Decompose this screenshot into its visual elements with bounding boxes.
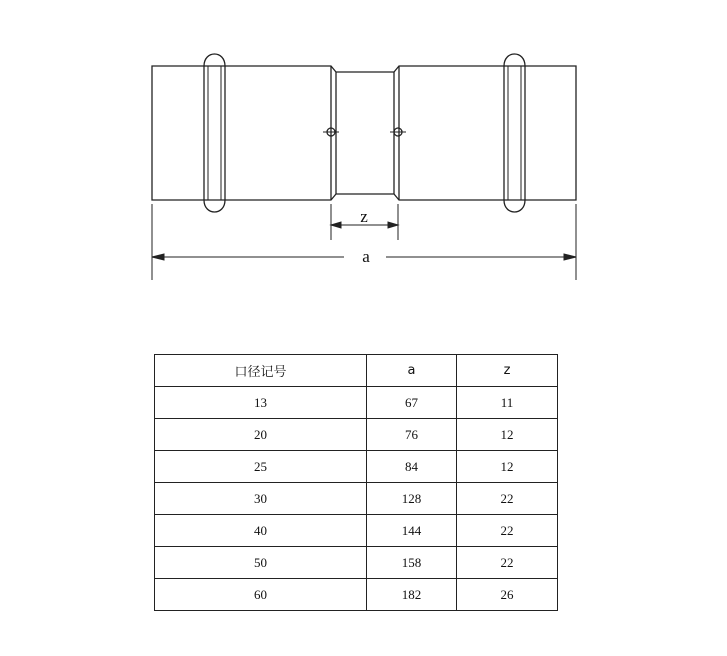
- cell-size: 40: [155, 515, 367, 547]
- table-row: [155, 419, 558, 451]
- table-row: [155, 451, 558, 483]
- cell-a: 84: [367, 451, 457, 483]
- table-row: [155, 579, 558, 611]
- table-row: [155, 515, 558, 547]
- cell-size: 50: [155, 547, 367, 579]
- right-ring: [504, 54, 525, 212]
- cell-size: 13: [155, 387, 367, 419]
- dimension-table: [154, 354, 558, 611]
- cell-size: 60: [155, 579, 367, 611]
- cell-a: 128: [367, 483, 457, 515]
- header-size-code: 口径记号: [155, 355, 367, 387]
- cell-a: 144: [367, 515, 457, 547]
- cell-a: 76: [367, 419, 457, 451]
- cell-z: 26: [457, 579, 558, 611]
- table-row: [155, 547, 558, 579]
- left-ring: [204, 54, 225, 212]
- cell-a: 67: [367, 387, 457, 419]
- dimension-a-label: a: [362, 247, 370, 266]
- cell-z: 12: [457, 419, 558, 451]
- cell-z: 22: [457, 515, 558, 547]
- table-row: [155, 483, 558, 515]
- dimension-z-label: z: [360, 207, 368, 226]
- cell-a: 182: [367, 579, 457, 611]
- header-z: z: [457, 355, 558, 387]
- cell-size: 20: [155, 419, 367, 451]
- fitting-outline: [152, 66, 576, 200]
- cell-z: 22: [457, 547, 558, 579]
- cell-z: 22: [457, 483, 558, 515]
- cell-z: 12: [457, 451, 558, 483]
- cell-z: 11: [457, 387, 558, 419]
- table-header-row: [155, 355, 558, 387]
- cell-size: 25: [155, 451, 367, 483]
- cell-a: 158: [367, 547, 457, 579]
- header-a: a: [367, 355, 457, 387]
- table-row: [155, 387, 558, 419]
- cell-size: 30: [155, 483, 367, 515]
